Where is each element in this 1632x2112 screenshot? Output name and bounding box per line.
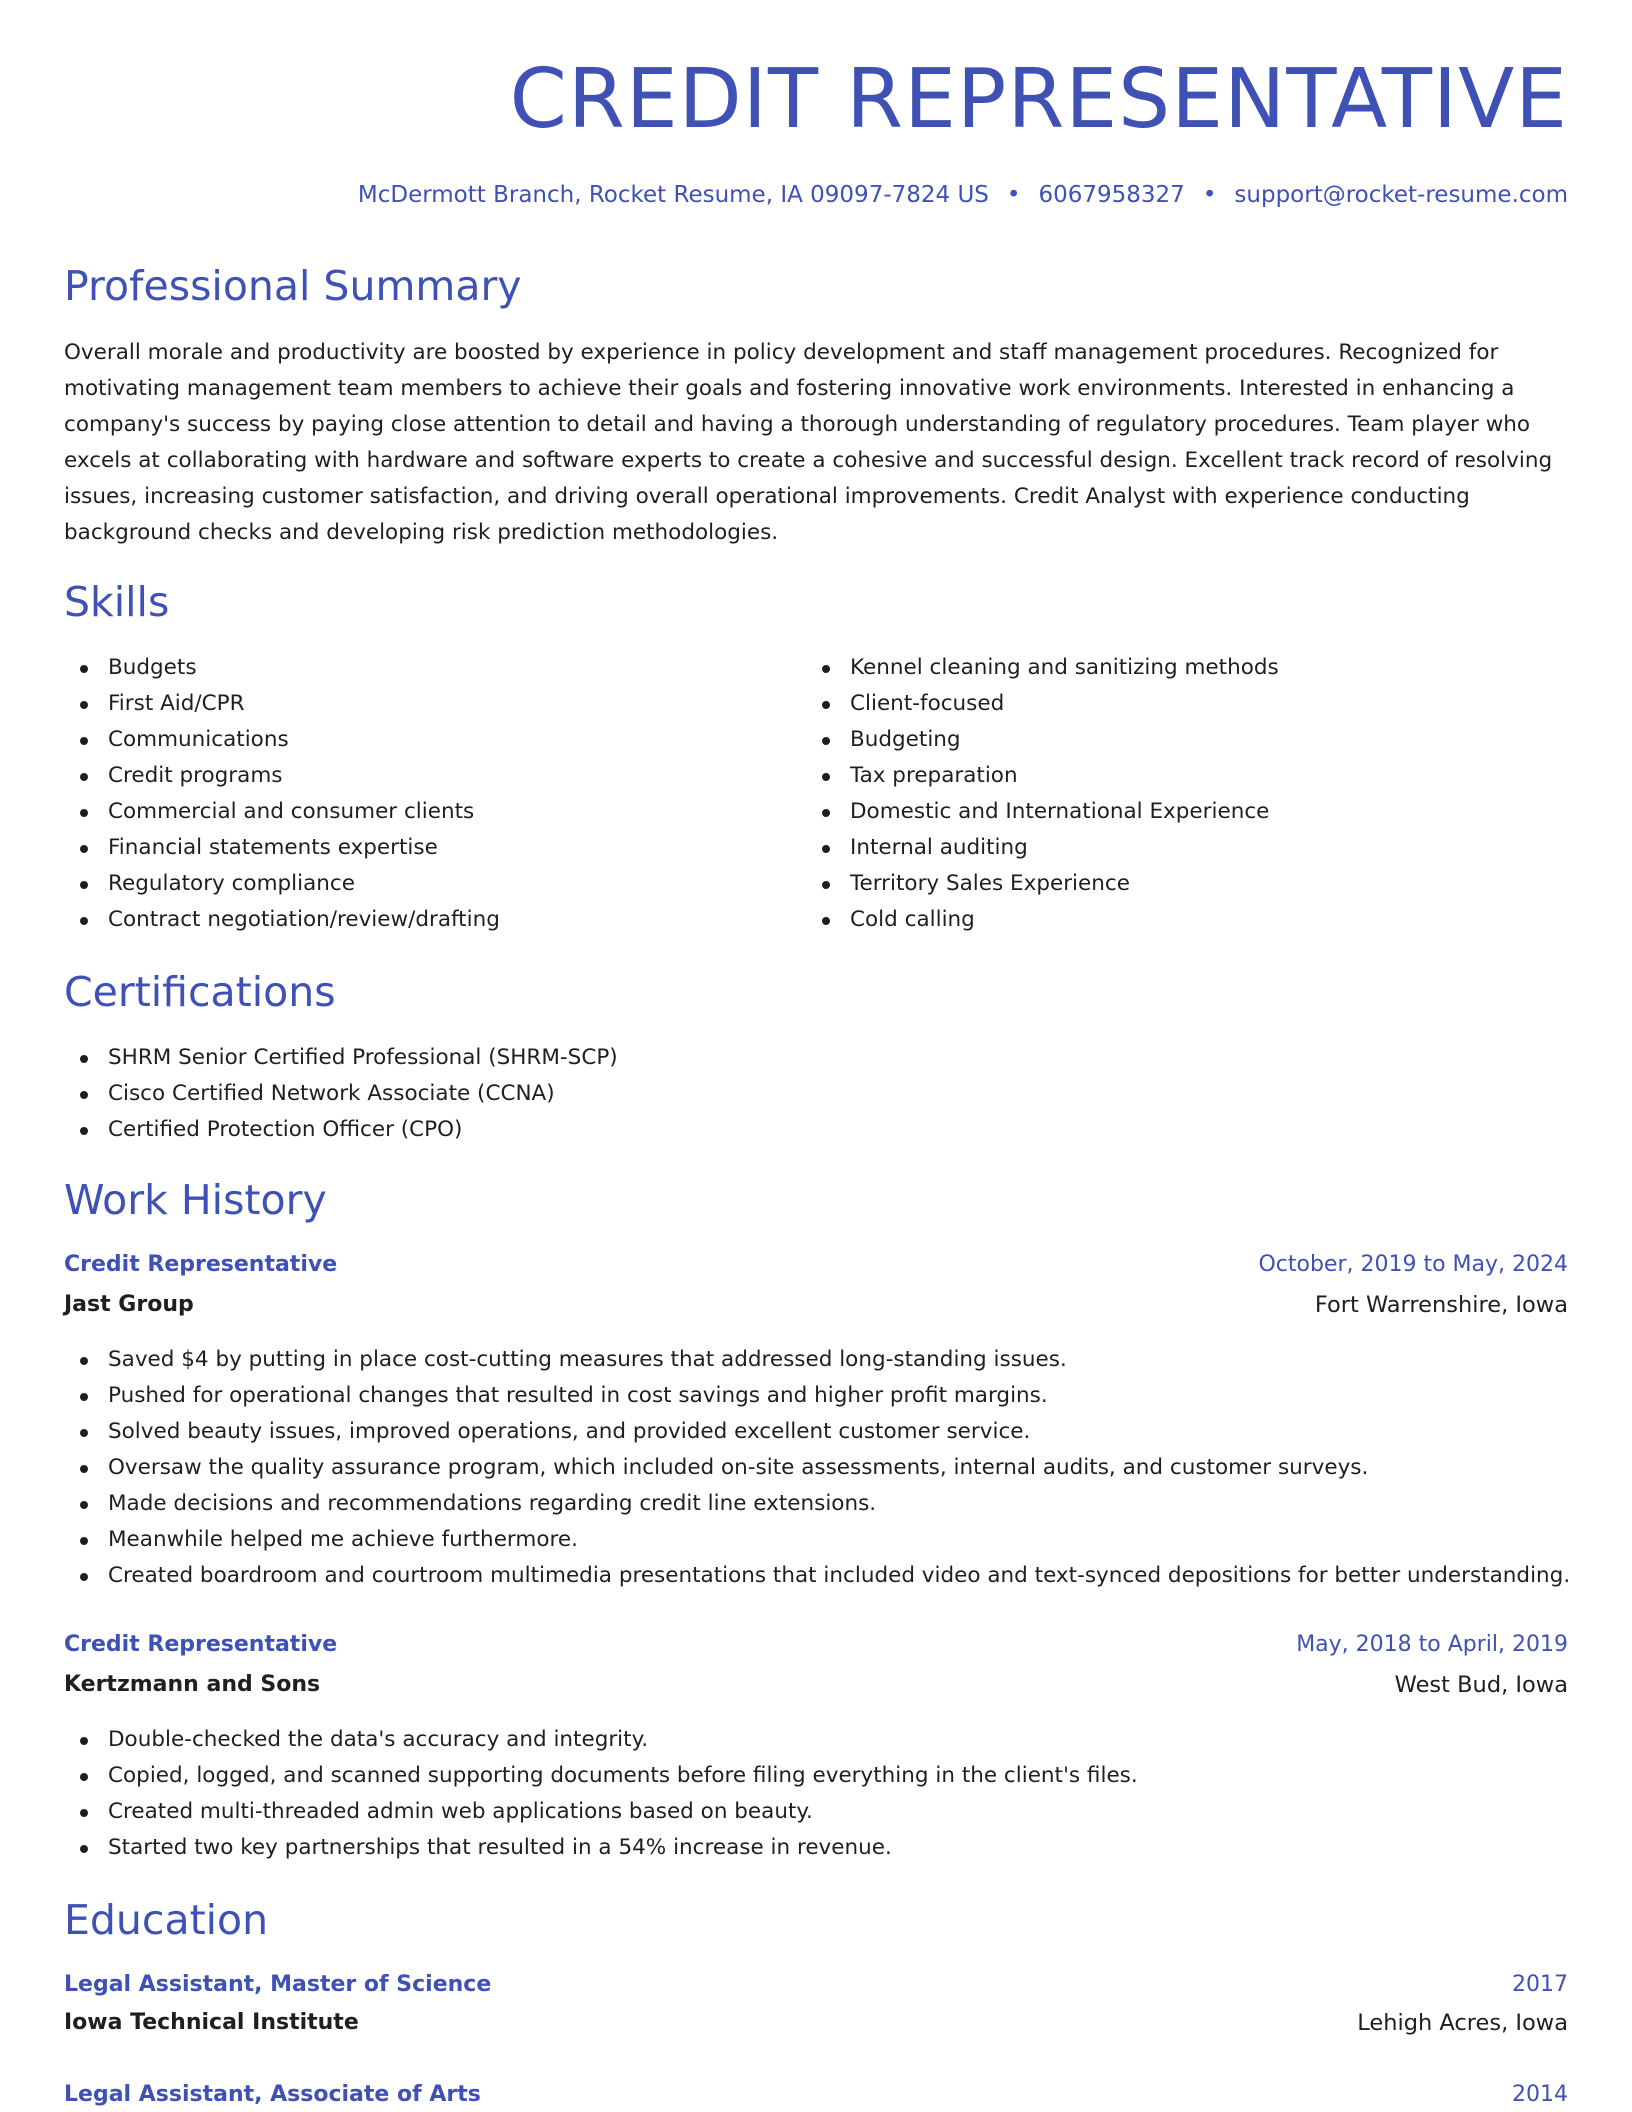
job-company: Jast Group bbox=[64, 1292, 194, 1317]
contact-email[interactable]: support@rocket-resume.com bbox=[1234, 182, 1568, 208]
skills-heading: Skills bbox=[64, 578, 170, 626]
job-duty-item: Double-checked the data's accuracy and integrity. bbox=[64, 1722, 1138, 1758]
work-history-heading: Work History bbox=[64, 1176, 327, 1224]
skill-item: Kennel cleaning and sanitizing methods bbox=[806, 650, 1279, 686]
skill-item: Commercial and consumer clients bbox=[64, 794, 500, 830]
certifications-heading: Certifications bbox=[64, 968, 336, 1016]
education-location: Lehigh Acres, Iowa bbox=[1357, 2010, 1568, 2036]
education-heading: Education bbox=[64, 1896, 269, 1944]
job-duty-item: Solved beauty issues, improved operations, and provided excellent customer service. bbox=[64, 1414, 1570, 1450]
skill-item: Contract negotiation/review/drafting bbox=[64, 902, 500, 938]
job-dates: October, 2019 to May, 2024 bbox=[1258, 1252, 1568, 1277]
skills-list-left bbox=[64, 650, 500, 938]
job-duty-item: Pushed for operational changes that resulted in cost savings and higher profit margins. bbox=[64, 1378, 1570, 1414]
skill-item: Domestic and International Experience bbox=[806, 794, 1279, 830]
contact-phone[interactable]: 6067958327 bbox=[1038, 182, 1185, 208]
job-duty-item: Started two key partnerships that resulted in a 54% increase in revenue. bbox=[64, 1830, 1138, 1866]
job-location: West Bud, Iowa bbox=[1394, 1672, 1568, 1698]
job-duty-item: Oversaw the quality assurance program, which included on-site assessments, internal audits, and customer surveys. bbox=[64, 1450, 1570, 1486]
job-duty-item: Created multi-threaded admin web applications based on beauty. bbox=[64, 1794, 1138, 1830]
summary-text: Overall morale and productivity are boosted by experience in policy development and staff management procedures. Recognized for motivating management team members to achieve their goals and fostering innovative work environments. Interested in enhancing a company's success by paying close attention to detail and having a thorough understanding of regulatory procedures. Team player who excels at collaborating with hardware and software experts to create a cohesive and successful design. Excellent track record of resolving issues, increasing customer satisfaction, and driving overall operational improvements. Credit Analyst with experience conducting background checks and developing risk prediction methodologies. bbox=[64, 340, 1553, 545]
contact-address: McDermott Branch, Rocket Resume, IA 09097-7824 US bbox=[357, 182, 989, 208]
education-year: 2017 bbox=[1512, 1972, 1568, 1997]
job-duties-list bbox=[64, 1722, 1138, 1866]
job-company: Kertzmann and Sons bbox=[64, 1672, 321, 1697]
job-duty-item: Made decisions and recommendations regarding credit line extensions. bbox=[64, 1486, 1570, 1522]
job-duty-item: Created boardroom and courtroom multimedia presentations that included video and text-synced depositions for better understanding. bbox=[64, 1558, 1570, 1594]
contact-separator: • bbox=[1006, 182, 1021, 208]
contact-separator: • bbox=[1202, 182, 1217, 208]
skill-item: Internal auditing bbox=[806, 830, 1279, 866]
contact-line bbox=[358, 182, 1568, 208]
job-dates: May, 2018 to April, 2019 bbox=[1296, 1632, 1568, 1657]
certification-item: SHRM Senior Certified Professional (SHRM-SCP) bbox=[64, 1040, 618, 1076]
job-location: Fort Warrenshire, Iowa bbox=[1314, 1292, 1568, 1318]
summary-heading: Professional Summary bbox=[64, 262, 522, 310]
job-duty-item: Saved $4 by putting in place cost-cutting measures that addressed long-standing issues. bbox=[64, 1342, 1570, 1378]
resume-title: CREDIT REPRESENTATIVE bbox=[509, 52, 1568, 147]
skill-item: Regulatory compliance bbox=[64, 866, 500, 902]
skill-item: Budgeting bbox=[806, 722, 1279, 758]
certifications-list bbox=[64, 1040, 618, 1148]
skill-item: Credit programs bbox=[64, 758, 500, 794]
skill-item: Cold calling bbox=[806, 902, 1279, 938]
certification-item: Cisco Certified Network Associate (CCNA) bbox=[64, 1076, 618, 1112]
skill-item: Client-focused bbox=[806, 686, 1279, 722]
job-duty-item: Meanwhile helped me achieve furthermore. bbox=[64, 1522, 1570, 1558]
skill-item: First Aid/CPR bbox=[64, 686, 500, 722]
job-title: Credit Representative bbox=[64, 1632, 338, 1657]
skill-item: Financial statements expertise bbox=[64, 830, 500, 866]
education-degree: Legal Assistant, Associate of Arts bbox=[64, 2082, 481, 2107]
job-duty-item: Copied, logged, and scanned supporting documents before filing everything in the client's files. bbox=[64, 1758, 1138, 1794]
skill-item: Communications bbox=[64, 722, 500, 758]
skill-item: Budgets bbox=[64, 650, 500, 686]
job-title: Credit Representative bbox=[64, 1252, 338, 1277]
skill-item: Territory Sales Experience bbox=[806, 866, 1279, 902]
skills-list-right bbox=[806, 650, 1279, 938]
skill-item: Tax preparation bbox=[806, 758, 1279, 794]
education-school: Iowa Technical Institute bbox=[64, 2010, 359, 2035]
education-year: 2014 bbox=[1512, 2082, 1568, 2107]
job-duties-list bbox=[64, 1342, 1570, 1594]
certification-item: Certified Protection Officer (CPO) bbox=[64, 1112, 618, 1148]
education-degree: Legal Assistant, Master of Science bbox=[64, 1972, 492, 1997]
